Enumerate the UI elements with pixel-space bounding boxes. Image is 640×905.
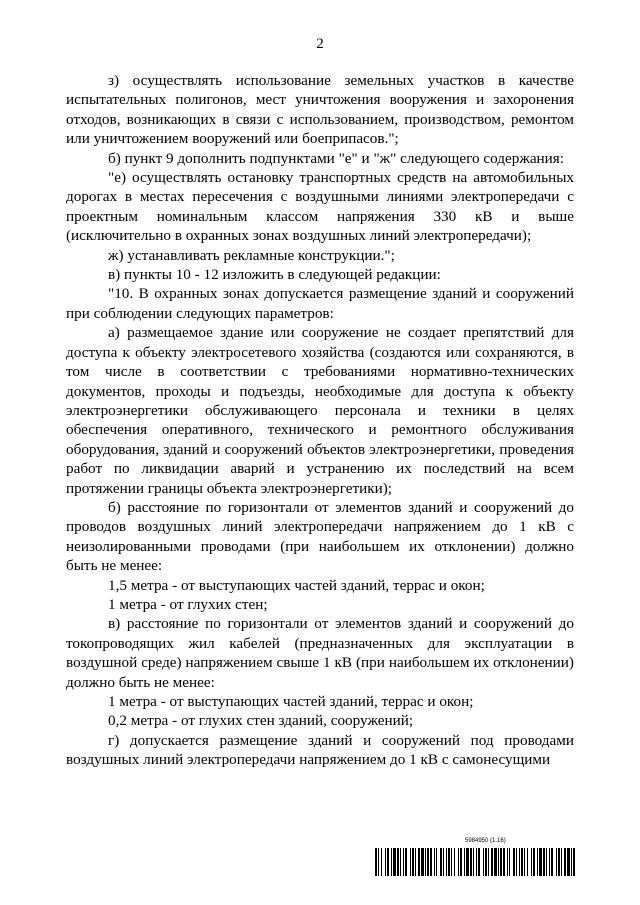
- paragraph-1-5-metra: 1,5 метра - от выступающих частей зданий, террас и окон;: [108, 576, 485, 594]
- paragraph-v: в) расстояние по горизонтали от элементов зданий и сооружений до токопроводящих жил кабелей (предназначенных для эксплуатации в воздушной среде) напряжением свыше 1 кВ (при наибольшем их отклонении) должно быть не менее:: [66, 615, 574, 691]
- paragraph-a: а) размещаемое здание или сооружение не создает препятствий для доступа к объекту электросетевого хозяйства (создаются или сохраняются, в том числе в соответствии с требованиями нормативно-технических документов, проходы и подъезды, необходимые для доступа к объекту электроэнергетики обслуживающего персонала и техники в целях обеспечения оперативного, технического и ремонтного обслуживания оборудования, зданий и сооружений объектов электроэнергетики, проведения работ по ликвидации аварий и устранению их последствий на всем протяжении границы объекта электроэнергетики);: [66, 324, 574, 497]
- paragraph-b: б) расстояние по горизонтали от элементов зданий и сооружений до проводов воздушных линий электропередачи напряжением до 1 кВ с неизолированными проводами (при наибольшем их отклонении) должно быть не менее:: [66, 498, 574, 575]
- barcode: [375, 848, 575, 876]
- paragraph-zh: ж) устанавливать рекламные конструкции.";: [108, 246, 395, 264]
- paragraph-1-metra-steny: 1 метра - от глухих стен;: [108, 595, 268, 613]
- paragraph-z: з) осуществлять использование земельных участков в качестве испытательных полигонов, мест уничтожения вооружения и захоронения отходов, возникающих в связи с использованием, производством, ремонтом или уничтожением вооружений или боеприпасов.";: [66, 72, 574, 148]
- document-code: 5984950 (1.16): [465, 838, 506, 844]
- paragraph-e: "е) осуществлять остановку транспортных средств на автомобильных дорогах в местах пересечения с воздушными линиями электропередачи с проектным номинальным классом напряжения 330 кВ и выше (исключительно в охранных зонах воздушных линий электропередачи);: [66, 169, 574, 245]
- document-body: [66, 71, 574, 770]
- paragraph-1-metra-okna: 1 метра - от выступающих частей зданий, террас и окон;: [108, 693, 474, 710]
- paragraph-b-punkt-9: б) пункт 9 дополнить подпунктами "е" и "ж" следующего содержания:: [108, 149, 565, 167]
- page-number: 2: [316, 36, 324, 52]
- paragraph-0-2-metra: 0,2 метра - от глухих стен зданий, сооружений;: [108, 712, 414, 730]
- paragraph-g: г) допускается размещение зданий и сооружений под проводами воздушных линий электропередачи напряжением до 1 кВ с самонесущими: [66, 731, 574, 769]
- paragraph-v-punkty: в) пункты 10 - 12 изложить в следующей редакции:: [108, 266, 441, 284]
- paragraph-10: "10. В охранных зонах допускается размещение зданий и сооружений при соблюдении следующих параметров:: [66, 285, 574, 322]
